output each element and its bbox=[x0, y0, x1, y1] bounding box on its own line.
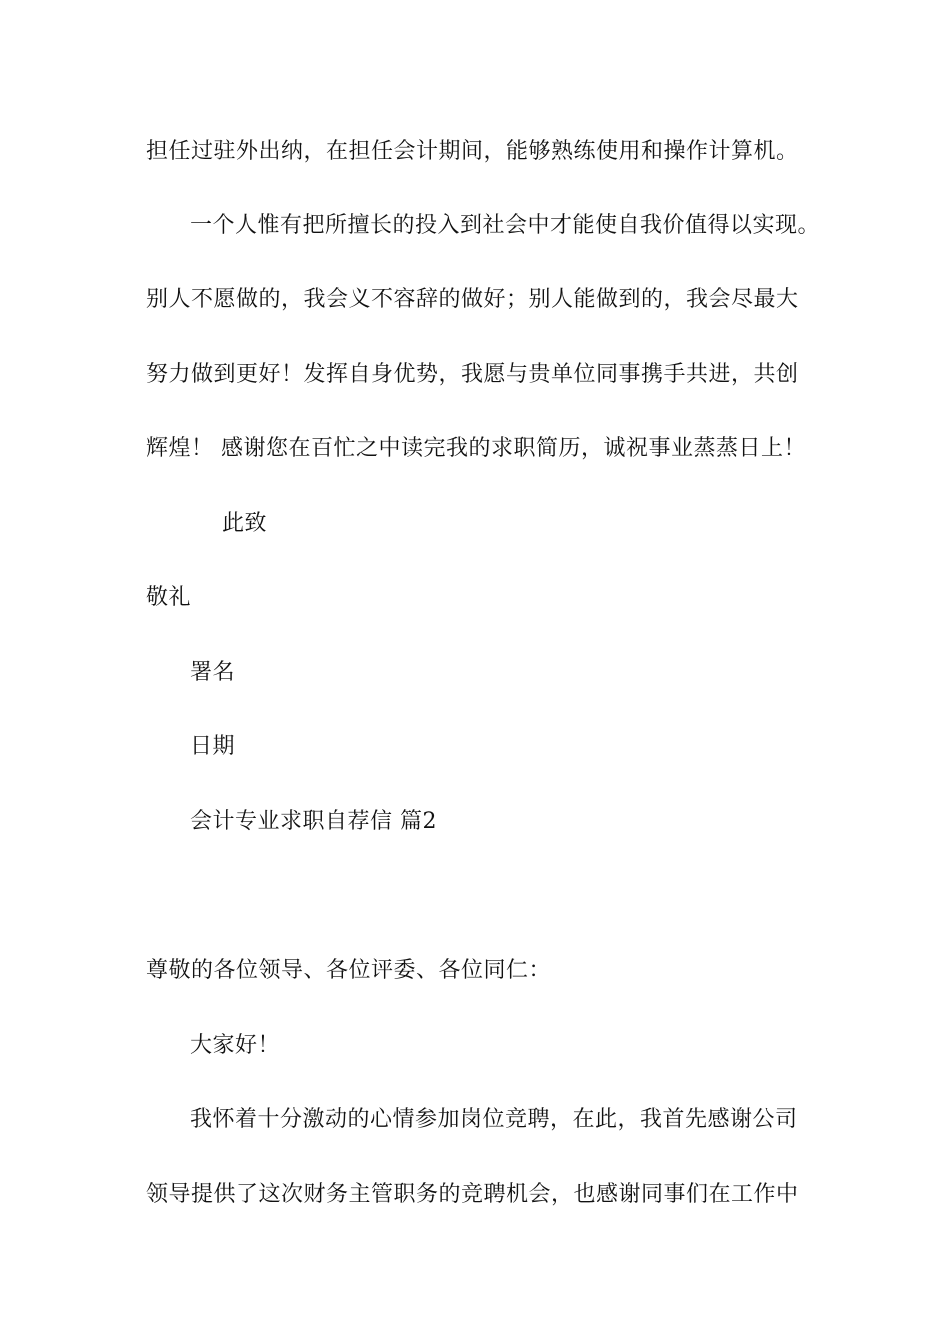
closing-salutation: 此致 bbox=[222, 511, 268, 536]
greeting-line: 大家好！ bbox=[190, 1033, 281, 1058]
date-label: 日期 bbox=[190, 734, 236, 759]
paragraph-line: 努力做到更好！发挥自身优势，我愿与贵单位同事携手共进，共创 bbox=[146, 362, 799, 387]
paragraph-line: 领导提供了这次财务主管职务的竞聘机会，也感谢同事们在工作中 bbox=[146, 1182, 799, 1207]
section-heading: 会计专业求职自荐信 篇2 bbox=[190, 809, 437, 834]
paragraph-line: 辉煌！ 感谢您在百忙之中读完我的求职简历，诚祝事业蒸蒸日上！ bbox=[146, 436, 806, 461]
signature-label: 署名 bbox=[190, 660, 236, 685]
paragraph-line: 别人不愿做的，我会义不容辞的做好；别人能做到的，我会尽最大 bbox=[146, 287, 799, 312]
greeting: 尊敬的各位领导、各位评委、各位同仁： bbox=[146, 958, 552, 983]
closing-regards: 敬礼 bbox=[146, 585, 192, 610]
paragraph-line: 一个人惟有把所擅长的投入到社会中才能使自我价值得以实现。 bbox=[190, 213, 821, 238]
paragraph-line: 担任过驻外出纳，在担任会计期间，能够熟练使用和操作计算机。 bbox=[146, 139, 799, 164]
paragraph-line: 我怀着十分激动的心情参加岗位竞聘，在此，我首先感谢公司 bbox=[190, 1107, 798, 1132]
